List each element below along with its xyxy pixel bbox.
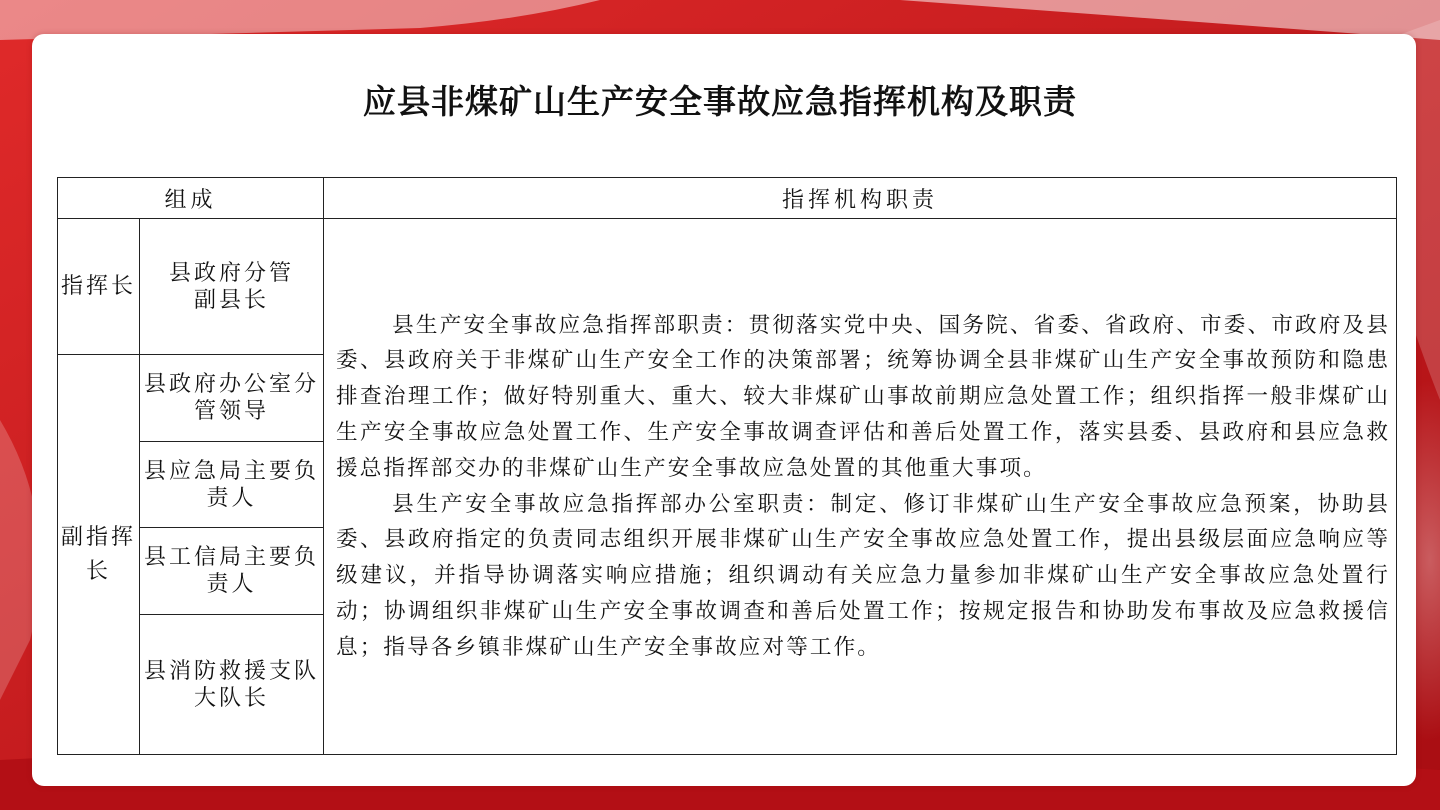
header-duties: 指挥机构职责 bbox=[324, 178, 1397, 219]
duties-paragraph: 县生产安全事故应急指挥部职责：贯彻落实党中央、国务院、省委、省政府、市委、市政府及县委、县政府关于非煤矿山生产安全工作的决策部署；统筹协调全县非煤矿山生产安全事故预防和隐患排查治理工作；做好特别重大、重大、较大非煤矿山事故前期应急处置工作；组织指挥一般非煤矿山生产安全事故应急处置工作、生产安全事故调查评估和善后处置工作，落实县委、县政府和县应急救援总指挥部交办的非煤矿山生产安全事故应急处置的其他重大事项。 bbox=[336, 312, 1391, 481]
table-header-row bbox=[58, 178, 1397, 219]
header-composition: 组成 bbox=[58, 178, 324, 219]
role-deputy: 副指挥长 bbox=[58, 355, 140, 755]
table-row bbox=[58, 219, 1397, 355]
command-structure-table bbox=[57, 177, 1397, 755]
slide-title: 应县非煤矿山生产安全事故应急指挥机构及职责 bbox=[363, 82, 1077, 121]
role-commander: 指挥长 bbox=[58, 219, 140, 355]
duties-paragraph: 县生产安全事故应急指挥部办公室职责：制定、修订非煤矿山生产安全事故应急预案，协助县委、县政府指定的负责同志组织开展非煤矿山生产安全事故应急处置工作，提出县级层面应急响应等级建议，并指导协调落实响应措施；组织调动有关应急力量参加非煤矿山生产安全事故应急处置行动；协调组织非煤矿山生产安全事故调查和善后处置工作；按规定报告和协助发布事故及应急救援信息；指导各乡镇非煤矿山生产安全事故应对等工作。 bbox=[336, 491, 1391, 660]
member-cell: 县工信局主要负责人 bbox=[140, 528, 324, 615]
member-cell: 县政府分管副县长 bbox=[140, 219, 324, 355]
member-cell: 县消防救援支队大队长 bbox=[140, 615, 324, 755]
member-cell: 县应急局主要负责人 bbox=[140, 442, 324, 528]
member-cell: 县政府办公室分管领导 bbox=[140, 355, 324, 442]
duties-cell bbox=[324, 219, 1397, 755]
